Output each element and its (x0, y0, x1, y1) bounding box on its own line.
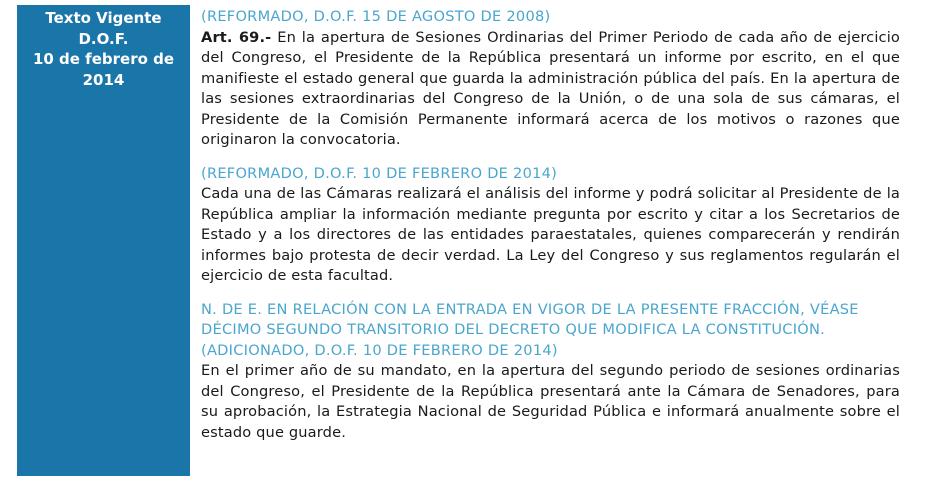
sidebar-vigente-box (17, 5, 190, 476)
editor-note: N. DE E. EN RELACIÓN CON LA ENTRADA EN VIGOR DE LA PRESENTE FRACCIÓN, VÉASE DÉCIMO SEGUNDO TRANSITORIO DEL DECRETO QUE MODIFICA LA CONSTITUCIÓN. (201, 300, 859, 338)
sidebar-line-title: Texto Vigente (45, 9, 162, 27)
article-paragraph-text: En la apertura de Sesiones Ordinarias del Primer Periodo de cada año de ejercicio del Congreso, el Presidente de la República presentará un informe por escrito, en el que manifieste el estado general que guarda la administración pública del país. En la apertura de las sesiones extraordinarias del Congreso de la Unión, o de una sola de sus cámaras, el Presidente de la Comisión Permanente informará acerca de los motivos o razones que originaron la convocatoria. (201, 28, 900, 148)
article-label: Art. 69.- (201, 28, 272, 46)
sidebar-line-source: D.O.F. (78, 29, 129, 48)
reform-note: (REFORMADO, D.O.F. 15 DE AGOSTO DE 2008) (201, 8, 551, 25)
sidebar-line-date: 10 de febrero de (32, 50, 175, 68)
sidebar-line-year: 2014 (82, 70, 125, 89)
addition-note: (ADICIONADO, D.O.F. 10 DE FEBRERO DE 2014) (201, 341, 558, 359)
article-paragraph: Cada una de las Cámaras realizará el análisis del informe y podrá solicitar al Presidente de la República ampliar la información mediante pregunta por escrito y citar a los Secretarios de Estado y a los directores de las entidades paraestatales, quienes comparecerán y rendirán informes bajo protesta de decir verdad. La Ley del Congreso y sus reglamentos regularán el ejercicio de esta facultad. (201, 185, 900, 284)
article-paragraph: En el primer año de su mandato, en la apertura del segundo periodo de sesiones ordinarias del Congreso, el Presidente de la República presentará ante la Cámara de Senadores, para su aprobación, la Estrategia Nacional de Seguridad Pública e informará anualmente sobre el estado que guarde. (201, 362, 900, 441)
reform-note: (REFORMADO, D.O.F. 10 DE FEBRERO DE 2014) (201, 164, 558, 182)
article-content (201, 7, 900, 443)
article-paragraph (201, 28, 900, 151)
